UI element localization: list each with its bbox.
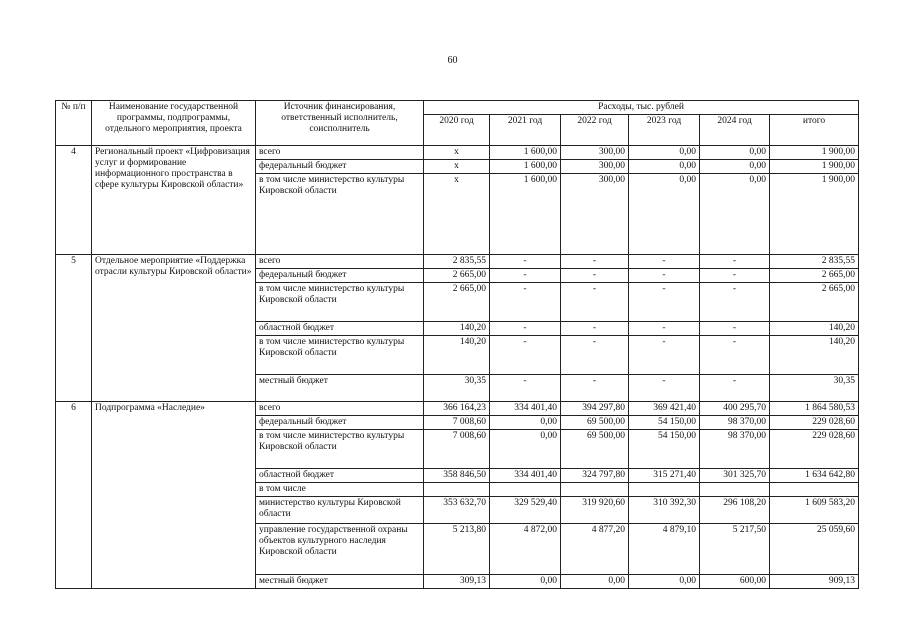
total-value: 1 900,00 xyxy=(770,146,859,160)
funding-source: в том числе министерство культуры Кировской области xyxy=(256,430,424,469)
year-value: 369 421,40 xyxy=(629,402,700,416)
funding-source: всего xyxy=(256,146,424,160)
total-value: 2 665,00 xyxy=(770,283,859,322)
year-value: - xyxy=(700,322,770,336)
total-value: 30,35 xyxy=(770,375,859,402)
total-value: 140,20 xyxy=(770,322,859,336)
year-value: 98 370,00 xyxy=(700,416,770,430)
year-value: - xyxy=(629,375,700,402)
year-value: 310 392,30 xyxy=(629,497,700,524)
total-value: 229 028,60 xyxy=(770,430,859,469)
year-value: 309,13 xyxy=(424,575,490,589)
year-value: 54 150,00 xyxy=(629,416,700,430)
funding-source: местный бюджет xyxy=(256,575,424,589)
year-value: 0,00 xyxy=(700,160,770,174)
year-value: - xyxy=(700,375,770,402)
year-value: 0,00 xyxy=(629,174,700,255)
year-value: 0,00 xyxy=(629,160,700,174)
year-value: - xyxy=(490,255,561,269)
year-value: - xyxy=(629,322,700,336)
year-value: - xyxy=(490,269,561,283)
year-value: - xyxy=(561,269,629,283)
header-year: 2021 год xyxy=(490,115,561,146)
funding-source: всего xyxy=(256,255,424,269)
year-value: 366 164,23 xyxy=(424,402,490,416)
program-name: Отдельное мероприятие «Поддержка отрасли культуры Кировской области» xyxy=(92,255,256,402)
year-value xyxy=(561,483,629,497)
program-name: Региональный проект «Цифровизация услуг и формирование информационного пространства в сфере культуры Кировской области» xyxy=(92,146,256,255)
year-value: 334 401,40 xyxy=(490,469,561,483)
year-value: 1 600,00 xyxy=(490,174,561,255)
header-source: Источник финансирования, ответственный исполнитель, соисполнитель xyxy=(256,101,424,146)
year-value: - xyxy=(490,375,561,402)
funding-source: федеральный бюджет xyxy=(256,160,424,174)
year-value: 0,00 xyxy=(629,146,700,160)
year-value: 2 665,00 xyxy=(424,283,490,322)
year-value: x xyxy=(424,174,490,255)
table-row xyxy=(56,255,859,269)
year-value: - xyxy=(561,375,629,402)
budget-table xyxy=(55,100,859,589)
total-value: 25 059,60 xyxy=(770,524,859,575)
year-value xyxy=(700,483,770,497)
year-value: - xyxy=(561,336,629,375)
year-value: 69 500,00 xyxy=(561,430,629,469)
year-value: - xyxy=(700,255,770,269)
year-value xyxy=(424,483,490,497)
table-row xyxy=(56,402,859,416)
year-value: 54 150,00 xyxy=(629,430,700,469)
year-value: - xyxy=(561,255,629,269)
funding-source: в том числе министерство культуры Кировской области xyxy=(256,174,424,255)
total-value: 2 835,55 xyxy=(770,255,859,269)
year-value: 358 846,50 xyxy=(424,469,490,483)
header-expenses: Расходы, тыс. рублей xyxy=(424,101,859,115)
year-value: - xyxy=(629,269,700,283)
row-number: 4 xyxy=(56,146,92,255)
total-value: 1 609 583,20 xyxy=(770,497,859,524)
funding-source: в том числе министерство культуры Кировской области xyxy=(256,336,424,375)
year-value: 400 295,70 xyxy=(700,402,770,416)
funding-source: в том числе xyxy=(256,483,424,497)
total-value: 140,20 xyxy=(770,336,859,375)
year-value: 0,00 xyxy=(629,575,700,589)
year-value: - xyxy=(490,283,561,322)
header-num: № п/п xyxy=(56,101,92,146)
year-value: 300,00 xyxy=(561,146,629,160)
program-name: Подпрограмма «Наследие» xyxy=(92,402,256,589)
year-value: 1 600,00 xyxy=(490,146,561,160)
funding-source: федеральный бюджет xyxy=(256,269,424,283)
total-value: 909,13 xyxy=(770,575,859,589)
total-value: 1 634 642,80 xyxy=(770,469,859,483)
year-value: - xyxy=(629,255,700,269)
row-number: 6 xyxy=(56,402,92,589)
header-year: 2024 год xyxy=(700,115,770,146)
total-value: 229 028,60 xyxy=(770,416,859,430)
header-year: 2022 год xyxy=(561,115,629,146)
year-value: - xyxy=(700,269,770,283)
year-value: 0,00 xyxy=(490,416,561,430)
year-value: 329 529,40 xyxy=(490,497,561,524)
year-value xyxy=(490,483,561,497)
year-value: 0,00 xyxy=(561,575,629,589)
header-total: итого xyxy=(770,115,859,146)
year-value: x xyxy=(424,160,490,174)
year-value xyxy=(629,483,700,497)
year-value: 0,00 xyxy=(490,430,561,469)
year-value: 296 108,20 xyxy=(700,497,770,524)
year-value: 334 401,40 xyxy=(490,402,561,416)
year-value: 2 665,00 xyxy=(424,269,490,283)
year-value: - xyxy=(629,283,700,322)
year-value: 353 632,70 xyxy=(424,497,490,524)
funding-source: всего xyxy=(256,402,424,416)
year-value: 0,00 xyxy=(700,146,770,160)
year-value: 0,00 xyxy=(490,575,561,589)
year-value: - xyxy=(700,336,770,375)
year-value: 140,20 xyxy=(424,336,490,375)
table-row xyxy=(56,146,859,160)
header-name: Наименование государственной программы, подпрограммы, отдельного мероприятия, проекта xyxy=(92,101,256,146)
total-value: 1 900,00 xyxy=(770,174,859,255)
year-value: 4 877,20 xyxy=(561,524,629,575)
year-value: 315 271,40 xyxy=(629,469,700,483)
year-value: - xyxy=(561,283,629,322)
year-value: - xyxy=(629,336,700,375)
year-value: 30,35 xyxy=(424,375,490,402)
funding-source: в том числе министерство культуры Кировской области xyxy=(256,283,424,322)
funding-source: областной бюджет xyxy=(256,322,424,336)
year-value: 301 325,70 xyxy=(700,469,770,483)
year-value: 394 297,80 xyxy=(561,402,629,416)
year-value: 2 835,55 xyxy=(424,255,490,269)
year-value: 324 797,80 xyxy=(561,469,629,483)
year-value: 300,00 xyxy=(561,160,629,174)
year-value: 5 217,50 xyxy=(700,524,770,575)
year-value: 4 872,00 xyxy=(490,524,561,575)
total-value: 1 864 580,53 xyxy=(770,402,859,416)
year-value: 5 213,80 xyxy=(424,524,490,575)
year-value: 600,00 xyxy=(700,575,770,589)
total-value: 2 665,00 xyxy=(770,269,859,283)
funding-source: управление государственной охраны объектов культурного наследия Кировской области xyxy=(256,524,424,575)
year-value: 4 879,10 xyxy=(629,524,700,575)
year-value: 69 500,00 xyxy=(561,416,629,430)
header-row xyxy=(56,101,859,115)
year-value: 140,20 xyxy=(424,322,490,336)
year-value: 0,00 xyxy=(700,174,770,255)
year-value: 7 008,60 xyxy=(424,430,490,469)
row-number: 5 xyxy=(56,255,92,402)
funding-source: федеральный бюджет xyxy=(256,416,424,430)
year-value: 300,00 xyxy=(561,174,629,255)
year-value: 7 008,60 xyxy=(424,416,490,430)
year-value: 319 920,60 xyxy=(561,497,629,524)
total-value xyxy=(770,483,859,497)
year-value: 1 600,00 xyxy=(490,160,561,174)
year-value: - xyxy=(490,322,561,336)
funding-source: министерство культуры Кировской области xyxy=(256,497,424,524)
page-number: 60 xyxy=(447,55,458,66)
total-value: 1 900,00 xyxy=(770,160,859,174)
year-value: - xyxy=(700,283,770,322)
year-value: 98 370,00 xyxy=(700,430,770,469)
year-value: - xyxy=(490,336,561,375)
funding-source: местный бюджет xyxy=(256,375,424,402)
year-value: x xyxy=(424,146,490,160)
year-value: - xyxy=(561,322,629,336)
header-year: 2020 год xyxy=(424,115,490,146)
header-year: 2023 год xyxy=(629,115,700,146)
funding-source: областной бюджет xyxy=(256,469,424,483)
